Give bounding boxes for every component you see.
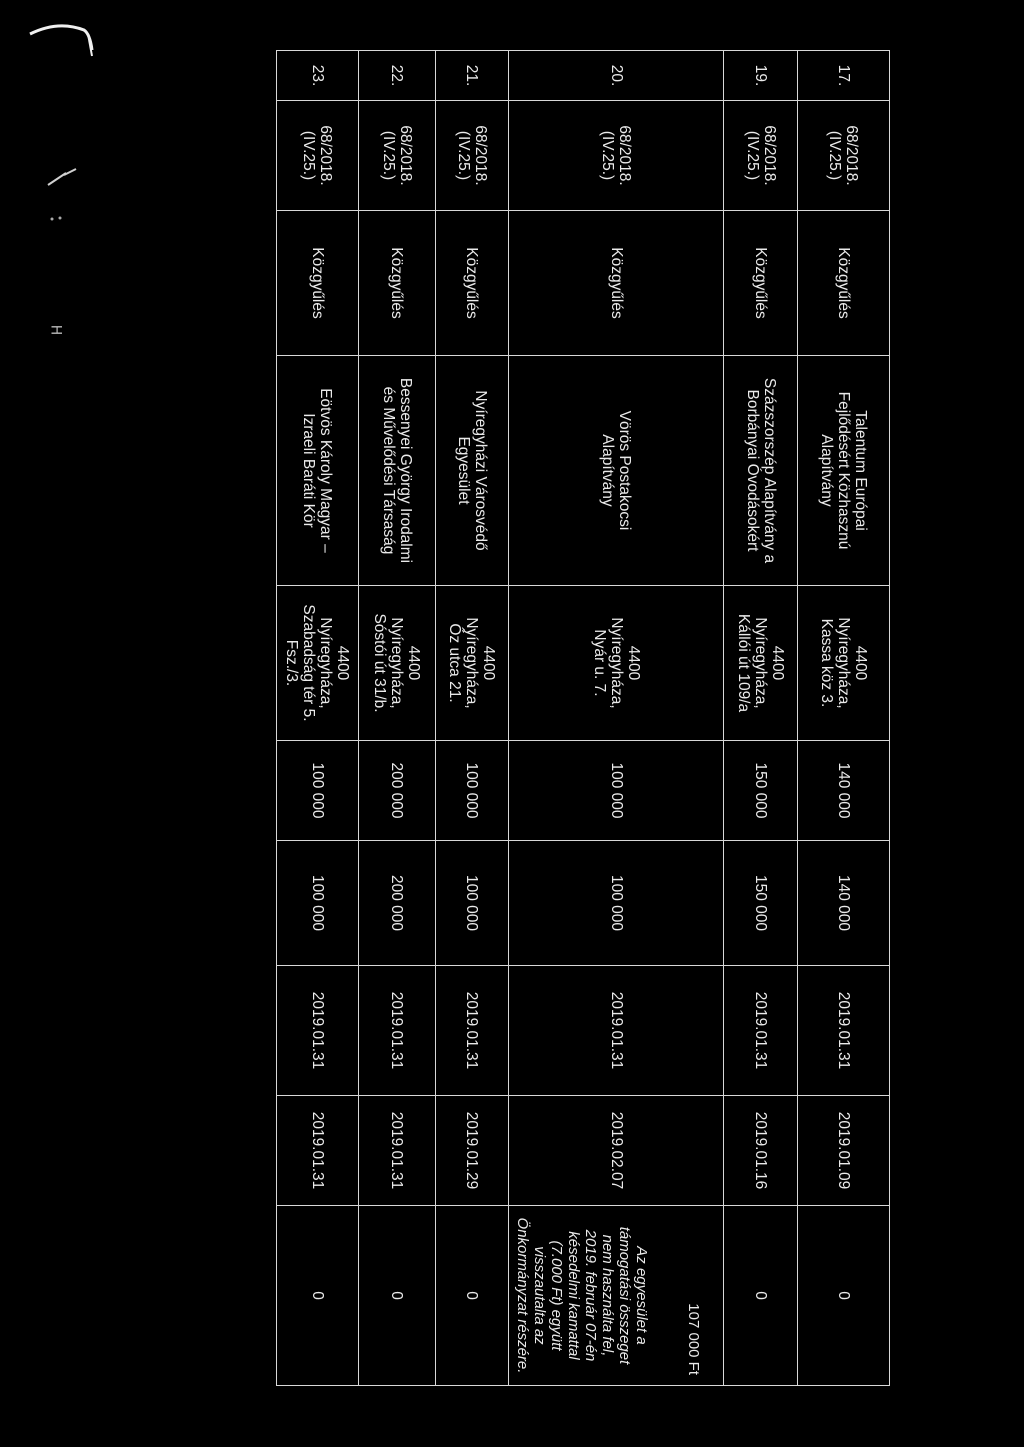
accounting-date: 2019.01.31 — [358, 1096, 435, 1206]
decision-body: Közgyűlés — [724, 211, 798, 356]
resolution-ref: 68/2018. (IV.25.) — [277, 101, 359, 211]
returned-amount: 0 — [358, 1206, 435, 1386]
row-number: 17. — [797, 51, 889, 101]
resolution-ref: 68/2018. (IV.25.) — [797, 101, 889, 211]
organization-name: Nyíregyházi Városvédő Egyesület — [435, 356, 509, 586]
requested-amount: 100 000 — [435, 741, 509, 841]
table-row — [358, 51, 435, 1386]
decision-body: Közgyűlés — [797, 211, 889, 356]
scan-artifact-letter: H — [47, 324, 64, 336]
requested-amount: 100 000 — [509, 741, 724, 841]
accounting-date: 2019.02.07 — [509, 1096, 724, 1206]
payment-date: 2019.01.31 — [277, 966, 359, 1096]
decision-body: Közgyűlés — [358, 211, 435, 356]
scan-artifact-dots — [48, 215, 68, 223]
requested-amount: 150 000 — [724, 741, 798, 841]
accounting-date: 2019.01.16 — [724, 1096, 798, 1206]
grant-table — [276, 50, 890, 1386]
returned-amount: 0 — [277, 1206, 359, 1386]
grant-table-rotated — [276, 50, 890, 1385]
accounting-date: 2019.01.31 — [277, 1096, 359, 1206]
resolution-ref: 68/2018. (IV.25.) — [358, 101, 435, 211]
organization-address: 4400 Nyíregyháza, Sóstói út 31/b. — [358, 586, 435, 741]
table-row — [509, 51, 724, 1386]
scan-artifact-tick — [46, 165, 81, 190]
payment-date: 2019.01.31 — [358, 966, 435, 1096]
requested-amount: 200 000 — [358, 741, 435, 841]
decision-body: Közgyűlés — [435, 211, 509, 356]
requested-amount: 140 000 — [797, 741, 889, 841]
row-number: 23. — [277, 51, 359, 101]
resolution-ref: 68/2018. (IV.25.) — [724, 101, 798, 211]
organization-address: 4400 Nyíregyháza, Őz utca 21. — [435, 586, 509, 741]
decision-body: Közgyűlés — [277, 211, 359, 356]
payment-date: 2019.01.31 — [797, 966, 889, 1096]
organization-name: Százszorszép Alapítvány a Borbányai Óvodásokért — [724, 356, 798, 586]
payment-date: 2019.01.31 — [435, 966, 509, 1096]
payment-date: 2019.01.31 — [509, 966, 724, 1096]
returned-note: Az egyesület a támogatási összeget nem használta fel, 2019. február 07-én késedelmi kamattal (7.000 Ft) együtt visszautalta az Önkormányzat részére. — [513, 1217, 650, 1374]
accounting-date: 2019.01.29 — [435, 1096, 509, 1206]
scan-artifact-arc — [28, 20, 98, 60]
table-row — [435, 51, 509, 1386]
table-row — [724, 51, 798, 1386]
resolution-ref: 68/2018. (IV.25.) — [509, 101, 724, 211]
organization-address: 4400 Nyíregyháza, Szabadság tér 5. Fsz./3. — [277, 586, 359, 741]
returned-amount: 0 — [724, 1206, 798, 1386]
table-row — [277, 51, 359, 1386]
organization-address: 4400 Nyíregyháza, Kállói út 109/a — [724, 586, 798, 741]
granted-amount: 140 000 — [797, 841, 889, 966]
granted-amount: 100 000 — [435, 841, 509, 966]
returned-note-cell — [509, 1206, 724, 1386]
table-row — [797, 51, 889, 1386]
returned-amount: 0 — [435, 1206, 509, 1386]
organization-name: Bessenyei György Irodalmi és Művelődési Társaság — [358, 356, 435, 586]
granted-amount: 100 000 — [509, 841, 724, 966]
resolution-ref: 68/2018. (IV.25.) — [435, 101, 509, 211]
decision-body: Közgyűlés — [509, 211, 724, 356]
granted-amount: 100 000 — [277, 841, 359, 966]
requested-amount: 100 000 — [277, 741, 359, 841]
organization-name: Vörös Postakocsi Alapítvány — [509, 356, 724, 586]
row-number: 19. — [724, 51, 798, 101]
organization-address: 4400 Nyíregyháza, Kassa köz 3. — [797, 586, 889, 741]
returned-amount: 107 000 Ft — [684, 1303, 702, 1375]
organization-name: Eötvös Károly Magyar – Izraeli Baráti Kör — [277, 356, 359, 586]
organization-name: Talentum Európai Fejlődésért Közhasznú Alapítvány — [797, 356, 889, 586]
granted-amount: 150 000 — [724, 841, 798, 966]
row-number: 22. — [358, 51, 435, 101]
row-number: 21. — [435, 51, 509, 101]
row-number: 20. — [509, 51, 724, 101]
organization-address: 4400 Nyíregyháza, Nyár u. 7. — [509, 586, 724, 741]
accounting-date: 2019.01.09 — [797, 1096, 889, 1206]
returned-amount: 0 — [797, 1206, 889, 1386]
payment-date: 2019.01.31 — [724, 966, 798, 1096]
granted-amount: 200 000 — [358, 841, 435, 966]
